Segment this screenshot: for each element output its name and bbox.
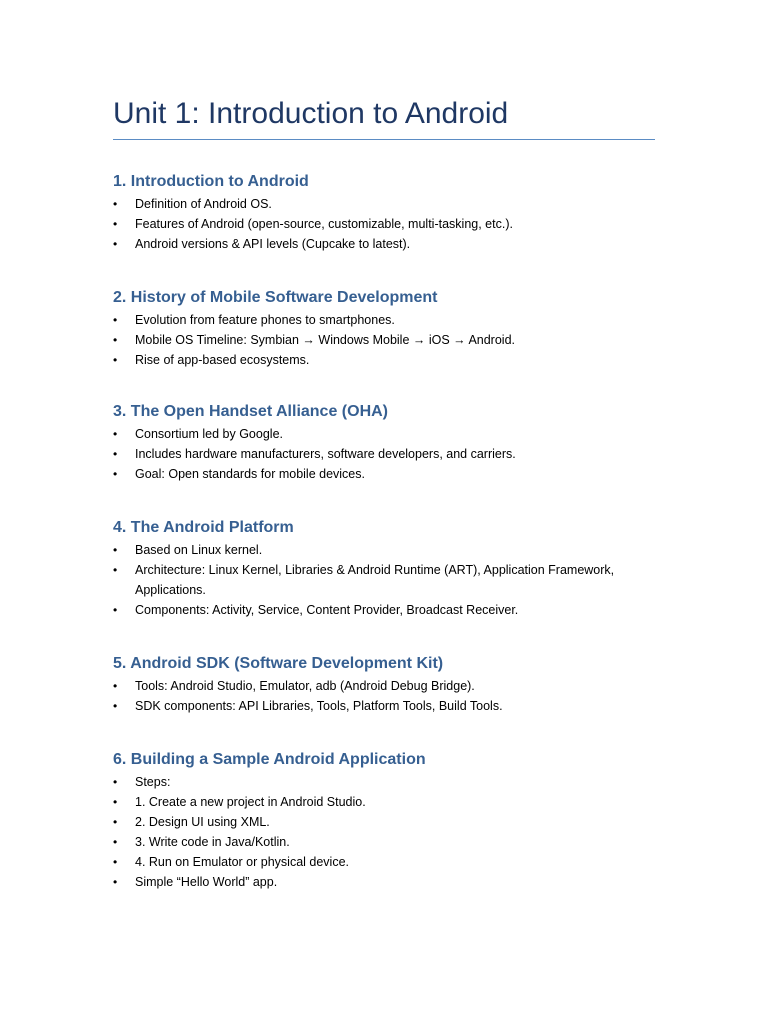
bullet-icon: •: [113, 217, 118, 231]
list-item-text: Components: Activity, Service, Content Provider, Broadcast Receiver.: [135, 603, 519, 617]
list-item: [113, 540, 655, 560]
list-item-text: 2. Design UI using XML.: [135, 815, 270, 829]
list-item-text: 3. Write code in Java/Kotlin.: [135, 835, 290, 849]
bullet-icon: •: [113, 427, 118, 441]
section-sample-app: [113, 749, 673, 892]
list-item-text: Simple “Hello World” app.: [135, 875, 278, 889]
list-item: [113, 792, 655, 812]
list-item: [113, 772, 655, 792]
list-item: [113, 444, 655, 464]
list-item: [113, 424, 655, 444]
list-item: [113, 676, 655, 696]
list-item: [113, 310, 655, 330]
bullet-icon: •: [113, 699, 118, 713]
list-item: [113, 464, 655, 484]
bullet-icon: •: [113, 543, 118, 557]
list-item: [113, 560, 655, 600]
document-page: [113, 96, 673, 892]
page-title: Unit 1: Introduction to Android: [113, 97, 509, 130]
list-item: [113, 812, 655, 832]
list-item: [113, 600, 655, 620]
section-heading: 2. History of Mobile Software Development: [113, 289, 438, 306]
list-item-text: SDK components: API Libraries, Tools, Platform Tools, Build Tools.: [135, 699, 503, 713]
bullet-icon: •: [113, 353, 118, 367]
section-heading: 5. Android SDK (Software Development Kit): [113, 655, 444, 672]
list-item: [113, 832, 655, 852]
list-item-text: Android versions & API levels (Cupcake to latest).: [135, 237, 411, 251]
bullet-icon: •: [113, 197, 118, 211]
list-item-text: Includes hardware manufacturers, software developers, and carriers.: [135, 447, 516, 461]
list-item-text: Definition of Android OS.: [135, 197, 272, 211]
list-item-text: Rise of app-based ecosystems.: [135, 353, 310, 367]
section-history: [113, 287, 673, 370]
section-introduction: [113, 171, 673, 254]
bullet-icon: •: [113, 775, 118, 789]
list-item-text: 1. Create a new project in Android Studio.: [135, 795, 366, 809]
bullet-icon: •: [113, 855, 118, 869]
list-item: [113, 872, 655, 892]
bullet-icon: •: [113, 815, 118, 829]
section-platform: [113, 517, 673, 620]
bullet-list: [113, 310, 673, 370]
list-item: [113, 696, 655, 716]
bullet-icon: •: [113, 333, 118, 347]
bullet-icon: •: [113, 237, 118, 251]
bullet-icon: •: [113, 835, 118, 849]
list-item-text: Steps:: [135, 775, 171, 789]
bullet-list: [113, 540, 673, 620]
list-item: [113, 350, 655, 370]
bullet-icon: •: [113, 875, 118, 889]
list-item-text: Evolution from feature phones to smartphones.: [135, 313, 395, 327]
bullet-list: [113, 194, 673, 254]
list-item-text: Consortium led by Google.: [135, 427, 283, 441]
section-sdk: [113, 653, 673, 716]
section-heading: 3. The Open Handset Alliance (OHA): [113, 403, 389, 420]
list-item-text: Architecture: Linux Kernel, Libraries & Android Runtime (ART), Application Framework, Applications.: [135, 563, 615, 597]
section-heading: 1. Introduction to Android: [113, 173, 309, 190]
list-item-text: Goal: Open standards for mobile devices.: [135, 467, 365, 481]
bullet-icon: •: [113, 447, 118, 461]
list-item: [113, 330, 655, 350]
bullet-icon: •: [113, 603, 118, 617]
section-oha: [113, 401, 673, 484]
list-item-text: Mobile OS Timeline: Symbian → Windows Mobile → iOS → Android.: [135, 333, 515, 347]
bullet-icon: •: [113, 467, 118, 481]
title-divider: [113, 139, 655, 140]
bullet-icon: •: [113, 679, 118, 693]
list-item-text: 4. Run on Emulator or physical device.: [135, 855, 349, 869]
bullet-list: [113, 424, 673, 484]
section-list: [113, 171, 673, 892]
section-heading: 4. The Android Platform: [113, 519, 294, 536]
list-item-text: Tools: Android Studio, Emulator, adb (Android Debug Bridge).: [135, 679, 475, 693]
list-item: [113, 234, 655, 254]
bullet-icon: •: [113, 795, 118, 809]
list-item: [113, 214, 655, 234]
list-item-text: Based on Linux kernel.: [135, 543, 263, 557]
list-item: [113, 194, 655, 214]
list-item: [113, 852, 655, 872]
bullet-list: [113, 676, 673, 716]
bullet-icon: •: [113, 313, 118, 327]
list-item-text: Features of Android (open-source, customizable, multi-tasking, etc.).: [135, 217, 513, 231]
bullet-icon: •: [113, 563, 118, 577]
section-heading: 6. Building a Sample Android Application: [113, 751, 426, 768]
bullet-list: [113, 772, 673, 892]
